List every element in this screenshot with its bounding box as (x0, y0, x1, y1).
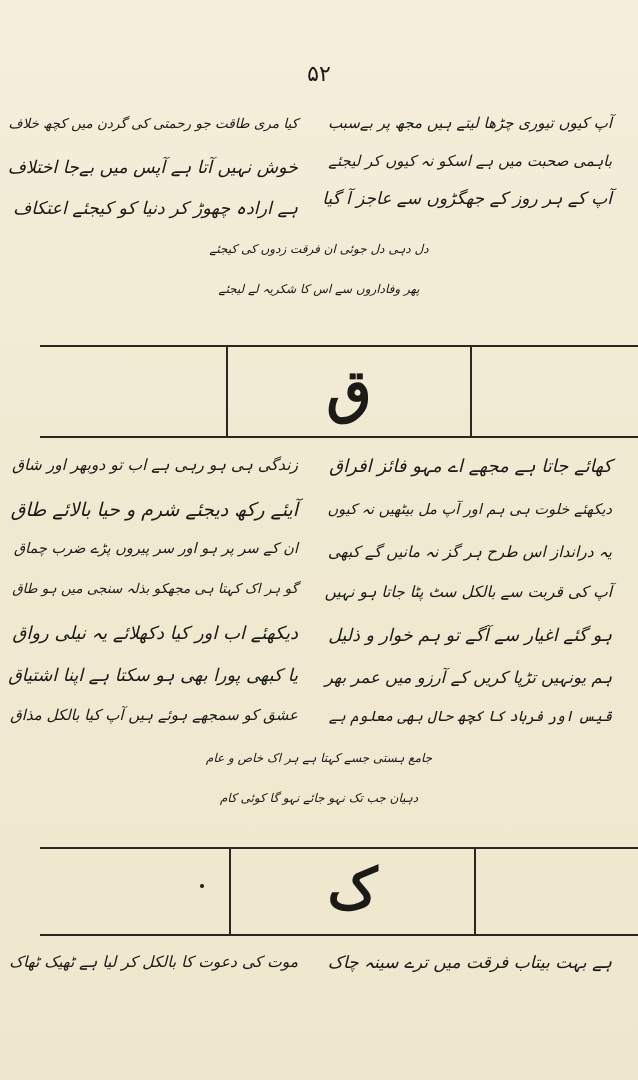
verse-line: آیئے رکھ دیجئے شرم و حیا بالائے طاق (10, 499, 298, 521)
verse-line: عشق کو سمجھے ہوئے ہیں آپ کیا بالکل مذاق (10, 706, 298, 724)
verse-line: ہم یونہیں تڑپا کریں کے آرزو میں عمر بھر (324, 668, 612, 687)
verse-line: ہے ارادہ چھوڑ کر دنیا کو کیجئے اعتکاف (13, 199, 298, 219)
verse-line: موت کی دعوت کا بالکل کر لیا ہے ٹھیک ٹھاک (9, 953, 298, 971)
verse-line: آپ کے ہر روز کے جھگڑوں سے عاجز آ گیا (322, 189, 612, 209)
section-rule-top (40, 847, 638, 849)
verse-line: ان کے سر پر ہو اور سر پیروں پڑے ضرب چماق (13, 541, 298, 557)
verse-line: یہ درانداز اس طرح ہر گز نہ مانیں گے کبھی (327, 543, 612, 561)
verse-line: کھائے جاتا ہے مجھے اے مہو فائز افراق (329, 456, 612, 477)
verse-line: یا کبھی پورا بھی ہو سکتا ہے اپنا اشتیاق (8, 666, 298, 686)
couplet-line: دہیان جب تک نہو جائے نہو گا کوئی کام (219, 791, 419, 805)
section-letter-qaf: ق (326, 357, 372, 425)
verse-line: ہو گئے اغیار سے آگے تو ہم خوار و ذلیل (328, 626, 612, 646)
verse-line: زندگی ہی ہو رہی ہے اب تو دوبھر اور شاق (12, 456, 298, 474)
section-rule-top (40, 345, 638, 347)
section-rule-divider (474, 847, 476, 936)
verse-line: گو ہر اک کہتا ہی مجھکو بذلہ سنجی میں ہو طاق (12, 581, 298, 597)
verse-line: ہے بہت بیتاب فرقت میں ترے سینہ چاک (327, 953, 612, 973)
section-rule-divider (470, 345, 472, 438)
verse-line: دیکھئے اب اور کیا دکھلائے یہ نیلی رواق (12, 623, 298, 644)
section-rule-bottom (40, 436, 638, 438)
couplet-line: جامع ہستی جسے کہتا ہے ہر اک خاص و عام (205, 751, 433, 765)
verse-line: قیس اور فرہاد کا کچھ حال بھی معلوم ہے (328, 709, 612, 725)
couplet-line: پھر وفاداروں سے اس کا شکریہ لے لیجئے (218, 282, 420, 296)
page-number: ۵۲ (307, 62, 331, 87)
section-letter-kaf: ک (327, 856, 378, 922)
ink-dot (200, 884, 204, 888)
verse-line: کیا مری طاقت جو رحمتی کی گردن میں کچھ خلاف (8, 116, 298, 132)
verse-line: آپ کی قربت سے بالکل سٹ پٹا جاتا ہو نہیں (324, 583, 612, 601)
couplet-line: دل دہی دل جوئی ان فرقت زدوں کی کیجئے (209, 242, 429, 256)
section-rule-bottom (40, 934, 638, 936)
verse-line: باہمی صحبت میں ہے اسکو نہ کیوں کر لیجئے (328, 152, 612, 170)
verse-line: آپ کیوں تیوری چڑھا لیتے ہیں مجھ پر بےسبب (328, 114, 612, 132)
verse-line: خوش نہیں آتا ہے آپس میں بےجا اختلاف (7, 158, 298, 178)
verse-line: دیکھئے خلوت ہی ہم اور آپ مل بیٹھیں نہ کیوں (327, 502, 612, 518)
